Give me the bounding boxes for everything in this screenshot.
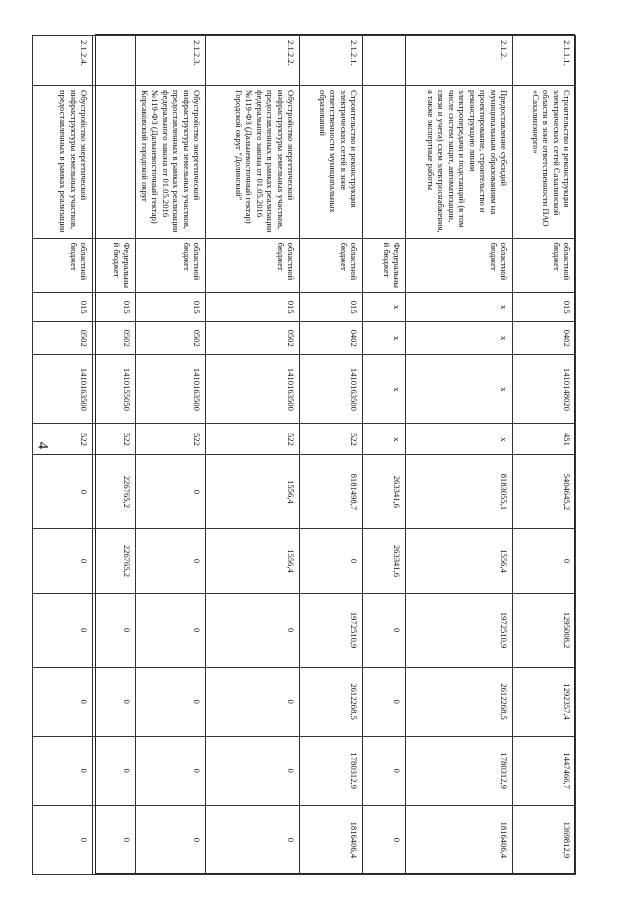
cell-y2015: 0 — [33, 593, 93, 667]
cell-source: областной бюджет — [136, 238, 206, 293]
cell-csr: 1410155050 — [93, 355, 136, 424]
cell-total: 5404645,2 — [513, 455, 576, 529]
cell-name — [93, 86, 136, 239]
cell-vr: 522 — [136, 424, 206, 455]
cell-y2016: 0 — [363, 667, 406, 736]
cell-y2018: 0 — [206, 805, 300, 874]
cell-y2015: 1972510,9 — [406, 593, 513, 667]
cell-source: областной бюджет — [33, 238, 93, 293]
cell-total: 1556,4 — [206, 455, 300, 529]
page-number: 4 — [34, 441, 51, 450]
cell-source: областной бюджет — [406, 238, 513, 293]
cell-code — [93, 36, 136, 86]
cell-y2016: 0 — [33, 667, 93, 736]
cell-csr: 1410148020 — [513, 355, 576, 424]
cell-grbs: x — [363, 293, 406, 322]
cell-y2014: 1556,4 — [406, 529, 513, 593]
cell-y2017: 0 — [33, 736, 93, 805]
table-row — [406, 36, 513, 875]
cell-y2017: 0 — [206, 736, 300, 805]
cell-y2014: 226765,2 — [93, 529, 136, 593]
cell-y2017: 0 — [93, 736, 136, 805]
cell-y2016: 2612268,5 — [300, 667, 363, 736]
cell-total: 8181498,7 — [300, 455, 363, 529]
cell-y2014: 0 — [136, 529, 206, 593]
cell-y2017: 1780312,9 — [300, 736, 363, 805]
cell-csr: x — [363, 355, 406, 424]
table-row — [136, 36, 206, 875]
cell-name: Предоставление субсидий муниципальным образованиям на проектирование, строительство и реконструкцию линии электропередачи и подстанций (в том числе систем защит, автоматизации, связи и учета) схем электроснабжения, а также экспертные работы — [406, 86, 513, 239]
cell-csr: 1410163500 — [206, 355, 300, 424]
cell-vr: 522 — [93, 424, 136, 455]
cell-total: 263341,6 — [363, 455, 406, 529]
cell-y2015: 0 — [93, 593, 136, 667]
table-row — [300, 36, 363, 875]
cell-y2016: 0 — [206, 667, 300, 736]
cell-csr: x — [406, 355, 513, 424]
cell-total: 0 — [136, 455, 206, 529]
cell-vr: 522 — [206, 424, 300, 455]
cell-y2014: 1556,4 — [206, 529, 300, 593]
cell-csr: 1410163500 — [136, 355, 206, 424]
cell-y2014: 263341,6 — [363, 529, 406, 593]
table-row — [33, 36, 93, 875]
cell-code: 2.1.2.4. — [33, 36, 93, 86]
cell-code: 2.1.2. — [406, 36, 513, 86]
cell-total: 226765,2 — [93, 455, 136, 529]
cell-name: Строительство и реконструкция электрических сетей Сахалинской области в зоне ответственности ПАО «Сахалинэнерго» — [513, 86, 576, 239]
cell-name: Обустройство энергетической инфраструктуры земельных участков, предоставленных в рамках реализации — [33, 86, 93, 239]
cell-grbs: 015 — [300, 293, 363, 322]
cell-y2018: 1816406,4 — [406, 805, 513, 874]
cell-code: 2.1.2.1. — [300, 36, 363, 86]
cell-y2016: 0 — [136, 667, 206, 736]
cell-y2017: 1447466,7 — [513, 736, 576, 805]
cell-code: 2.1.2.2. — [206, 36, 300, 86]
cell-csr: 1410163500 — [300, 355, 363, 424]
cell-rzpr: x — [363, 321, 406, 354]
cell-name: Обустройство энергетической инфраструктуры земельных участков, предоставленных в рамках реализации федерального закона от 01.05.2016 №119-ФЗ (Дальневосточный гектар) Городской округ "Долинский" — [206, 86, 300, 239]
cell-rzpr: 0502 — [93, 321, 136, 354]
cell-vr: x — [363, 424, 406, 455]
cell-grbs: x — [406, 293, 513, 322]
cell-y2018: 0 — [363, 805, 406, 874]
cell-y2018: 0 — [33, 805, 93, 874]
cell-y2014: 0 — [513, 529, 576, 593]
table-row — [363, 36, 406, 875]
cell-y2016: 2612268,5 — [406, 667, 513, 736]
cell-source: областной бюджет — [300, 238, 363, 293]
cell-source: Федеральный бюджет — [363, 238, 406, 293]
cell-source: областной бюджет — [206, 238, 300, 293]
cell-y2017: 0 — [136, 736, 206, 805]
cell-y2018: 0 — [93, 805, 136, 874]
cell-csr: 1410163500 — [33, 355, 93, 424]
cell-name — [363, 86, 406, 239]
cell-rzpr: 0502 — [136, 321, 206, 354]
cell-source: областной бюджет — [513, 238, 576, 293]
cell-rzpr: 0502 — [33, 321, 93, 354]
table-row — [93, 36, 136, 875]
cell-total: 8183055,1 — [406, 455, 513, 529]
table-row — [206, 36, 300, 875]
cell-y2014: 0 — [33, 529, 93, 593]
cell-y2015: 0 — [206, 593, 300, 667]
cell-y2017: 1780312,9 — [406, 736, 513, 805]
cell-y2014: 0 — [300, 529, 363, 593]
budget-table-frame — [58, 34, 575, 874]
cell-grbs: 015 — [513, 293, 576, 322]
cell-y2015: 0 — [136, 593, 206, 667]
cell-code — [363, 36, 406, 86]
budget-table — [32, 35, 576, 875]
cell-y2015: 1972510,9 — [300, 593, 363, 667]
cell-source: Федеральный бюджет — [93, 238, 136, 293]
cell-y2015: 1295008,2 — [513, 593, 576, 667]
cell-total: 0 — [33, 455, 93, 529]
cell-name: Строительство и реконструкция электрических сетей в зоне ответственности муниципальных образований — [300, 86, 363, 239]
cell-y2017: 0 — [363, 736, 406, 805]
cell-name: Обустройство энергетической инфраструктуры земельных участков, предоставленных в рамках реализации федерального закона от 01.05.2016 №119-ФЗ (Дальневосточный гектар) Корсаковский городской округ — [136, 86, 206, 239]
cell-grbs: 015 — [33, 293, 93, 322]
cell-grbs: 015 — [93, 293, 136, 322]
table-row — [513, 36, 576, 875]
cell-vr: 522 — [300, 424, 363, 455]
cell-y2018: 0 — [136, 805, 206, 874]
cell-rzpr: x — [406, 321, 513, 354]
cell-vr: x — [406, 424, 513, 455]
cell-rzpr: 0402 — [300, 321, 363, 354]
cell-grbs: 015 — [136, 293, 206, 322]
cell-y2015: 0 — [363, 593, 406, 667]
cell-code: 2.1.2.3. — [136, 36, 206, 86]
cell-y2018: 1369812,9 — [513, 805, 576, 874]
cell-y2016: 1292357,4 — [513, 667, 576, 736]
cell-vr: 522 — [33, 424, 93, 455]
cell-y2016: 0 — [93, 667, 136, 736]
cell-y2018: 1816406,4 — [300, 805, 363, 874]
cell-rzpr: 0502 — [206, 321, 300, 354]
cell-grbs: 015 — [206, 293, 300, 322]
cell-vr: 451 — [513, 424, 576, 455]
cell-code: 2.1.1.1. — [513, 36, 576, 86]
cell-rzpr: 0402 — [513, 321, 576, 354]
